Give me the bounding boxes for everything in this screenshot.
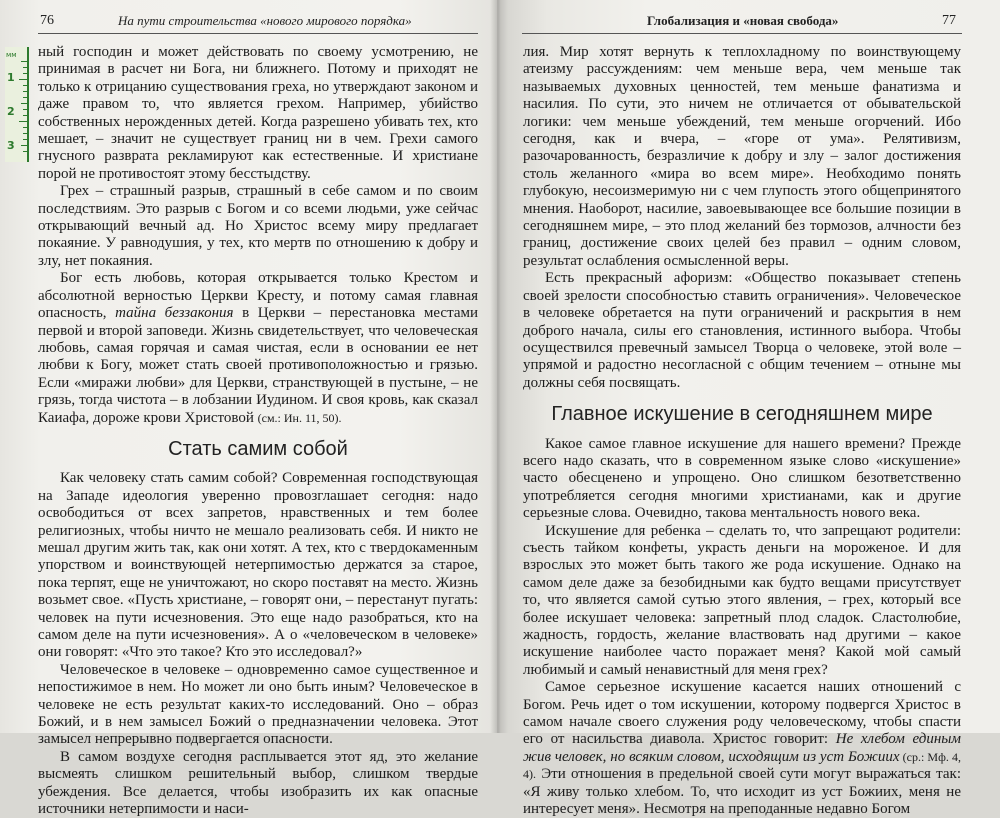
right-page bbox=[497, 0, 1000, 818]
paragraph: Какое самое главное искушение для нашего времени? Прежде всего надо сказать, что в современном языке слово «искушение» часто обесценено и упрощено. Оно слишком безответственно употребляется сегодня многими христианами, как и другие серьезные слова. Очевидно, такова ментальность нового века. bbox=[523, 435, 961, 522]
scripture-reference: (ср.: Мф. 4, 4). bbox=[523, 749, 961, 782]
text-run: Самое серьезное искушение касается наших отношений с Богом. Речь идет о том искушении, которому подвергся Христос в самом начале своего служения роду человеческому, чтобы спасти его от насильства диавола. Христос говорит: bbox=[523, 679, 961, 748]
header-rule-right bbox=[522, 33, 962, 34]
header-rule-left bbox=[38, 33, 478, 34]
page-number-right: 77 bbox=[942, 13, 956, 28]
paragraph: Человеческое в человеке – одновременно самое существенное и непостижимое в нем. Но может ли оно быть иным? Человеческое в человеке не есть результат каких-то исследований. Оно – образ Божий, и в нем замысел Божий о предназначении человека. Этот замысел непрерывно подвергается опасности. bbox=[38, 661, 478, 748]
left-page bbox=[0, 0, 497, 818]
paragraph: ный господин и может действовать по своему усмотрению, не принимая в расчет ни Бога, ни ближнего. Потому и приходят не только к отрицанию существования греха, но утверждают законом и даже правом то, что является грехом. Например, убийство собственных нерожденных детей. Когда разрешено убивать тех, кто мешает, – значит не существует границ ни в чем. Грехи самого гнусного разврата рекламируют как естественные. И христиане порой не противостоят этому бесстыдству. bbox=[38, 44, 478, 182]
scripture-reference: (см.: Ин. 11, 50). bbox=[257, 410, 342, 425]
paragraph: лия. Мир хотят вернуть к теплохладному по воинствующему атеизму рассуждениям: чем меньше вера, чем меньше так называемых духовных ценностей, тем меньше фанатизма и насилия. По сути, это ничем не отличается от обывательской логики: чем меньше убеждений, тем меньше огорчений. Ибо сегодня, как и вчера, – «горе от ума». Релятивизм, разочарованность, безразличие к добру и злу – залог достижения столь желанного «мира во всем мире». Необходимо понять глубокую, несоизмеримую ни с чем глупость этого общепринятого мнения. Наоборот, насилие, завоевывающее все большие позиции в сегодняшнем мире, – это плод желаний без тормозов, алчности без границ, достижение своих целей без правил – одним словом, результат ослабления осмысленной веры. bbox=[523, 44, 961, 269]
left-page-body bbox=[38, 44, 478, 818]
italic-phrase: тайна беззакония bbox=[115, 305, 234, 322]
ruler-mark-2: 2 bbox=[7, 105, 15, 118]
text-run: в Церкви – перестановка местами первой и второй заповеди. Жизнь свидетельствует, что человеческая любовь, самая горячая и самая чистая, если в основании ее нет любви к Богу, может стать своей противоположностью и грязью. Если «миражи любви» для Церкви, странствующей в пустыне, – не грязь, тогда чистота – в лобзании Иудином. И своя кровь, как сказал Каиафа, дороже крови Христовой bbox=[38, 305, 478, 426]
italic-phrase: Не хлебом единым жив человек, но всяким словом, исходящим из уст Божиих bbox=[523, 731, 962, 765]
right-page-body bbox=[523, 44, 961, 818]
running-head-right: Глобализация и «новая свобода» bbox=[647, 13, 839, 28]
scale-ruler bbox=[5, 47, 29, 162]
ruler-mark-1: 1 bbox=[7, 71, 15, 84]
paragraph: Грех – страшный разрыв, страшный в себе самом и по своим последствиям. Это разрыв с Богом и со всеми людьми, уже сейчас открывающий вечный ад. Но Христос всему миру предлагает покаяние. У равнодушия, у тех, кто мертв по отношению к добру и злу, нет покаяния. bbox=[38, 183, 478, 269]
paragraph: В самом воздухе сегодня расплывается этот яд, это желание высмеять слишком решительный выбор, слишком твердые убеждения. Все делается, чтобы изобразить их как опасные источники нетерпимости и наси- bbox=[38, 748, 478, 818]
section-heading-left: Стать самим собой bbox=[168, 437, 348, 460]
running-head-left: На пути строительства «нового мирового порядка» bbox=[118, 13, 412, 28]
text-run: Эти отношения в предельной своей сути могут выражаться так: «Я живу только хлебом. То, что исходит из уст Божиих, меня не интересует меня». Несмотря на преподанные недавно Богом bbox=[523, 766, 961, 818]
ruler-unit: мм bbox=[6, 51, 17, 59]
paragraph: Искушение для ребенка – сделать то, что запрещают родители: съесть тайком конфеты, украсть деньги на мороженое. И для взрослых это может быть такого же рода искушение. Однако на самом деле даже за безобидными как будто вещами присутствует то, что является самой сутью этого явления, – грех, который все более искушает человека: запретный плод сладок. Сластолюбие, жадность, гордость, желание властвовать над другими – какое искушение наиболее часто поражает меня? Какой мой самый любимый и самый ненавистный для меня грех? bbox=[523, 522, 961, 678]
paragraph bbox=[38, 270, 478, 427]
ruler-mark-3: 3 bbox=[7, 139, 15, 152]
book-gutter bbox=[490, 0, 508, 733]
page-number-left: 76 bbox=[40, 13, 54, 28]
section-heading-right: Главное искушение в сегодняшнем мире bbox=[551, 403, 933, 426]
paragraph bbox=[523, 679, 961, 818]
paragraph: Как человеку стать самим собой? Современная господствующая на Западе идеология уверенно провозглашает сегодня: надо освободиться от всех запретов, нравственных и тем более религиозных, чтобы ничто не мешало реализовать себя. И никто не мешал другим жить так, как они хотят. А тех, кто с твердокаменным упорством и воинствующей нетерпимостью держатся за старое, пока терпят, еще не уничтожают, но скоро поставят на место. Жизнь возьмет свое. «Пусть христиане, – говорят они, – перестанут пугать: человек на пути исчезновения. Это еще надо разобраться, кто на самом деле на пути исчезновения». А о «человеческом в человеке» они говорят: «Что это такое? Кто это исследовал?» bbox=[38, 470, 478, 661]
text-run: Бог есть любовь, которая открывается только Крестом и абсолютной верностью Церкви Кресту, и потому самая главная опасность, bbox=[38, 270, 478, 322]
paragraph: Есть прекрасный афоризм: «Общество показывает степень своей зрелости способностью ставить ограничения». Человеческое в человеке обретается на пути ограничений и раскрытия в нем доброго начала, силы его становления, истинного выбора. Чтобы осуществился превечный замысел Творца о человеке, этой воле – упрямой и радостно несогласной с общим течением – отныне мы должны себя посвящать. bbox=[523, 270, 961, 391]
